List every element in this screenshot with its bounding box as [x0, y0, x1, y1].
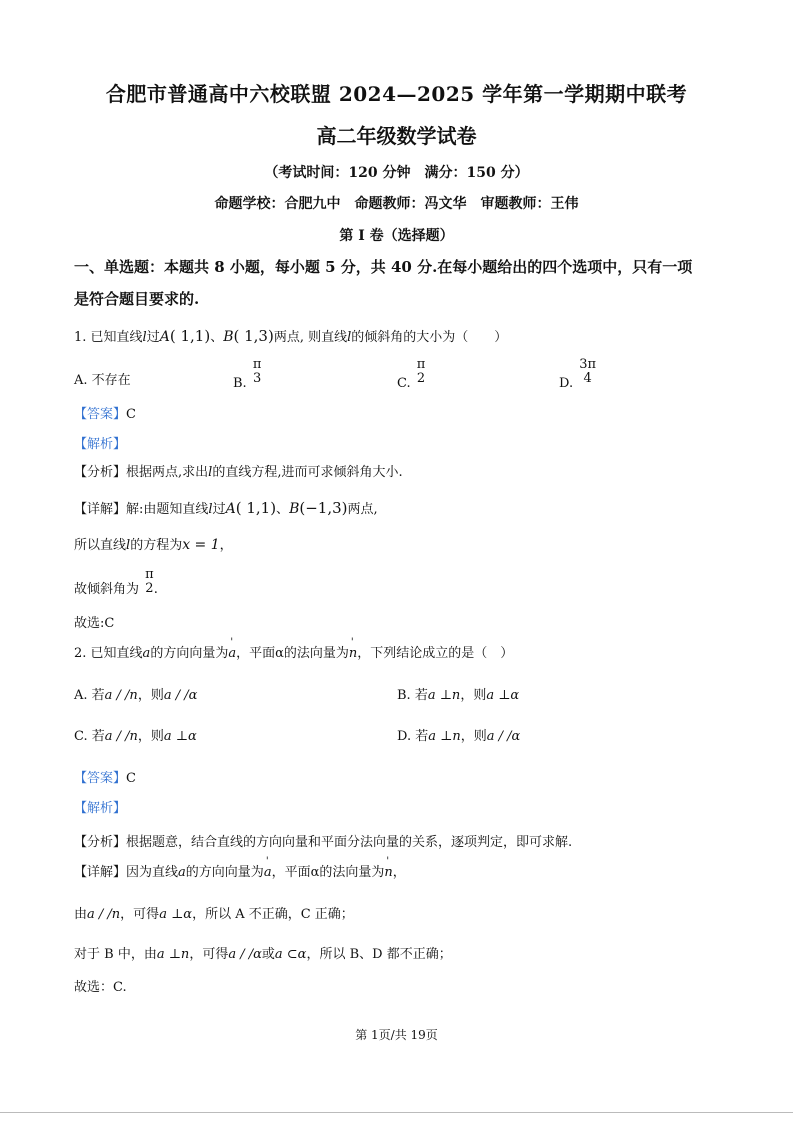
- q1-xiangjie-a: A: [225, 501, 236, 517]
- q1-xiangjie-b: B: [289, 501, 300, 517]
- q2-option-d-label: D. 若: [397, 729, 429, 744]
- q1-option-b-den: 3: [252, 370, 262, 386]
- q2-option-b[interactable]: [397, 684, 519, 703]
- q1-fenxi-text2: 的直线方程,进而可求倾斜角大小.: [212, 465, 403, 480]
- q1-xiangjie-text1: 解:由题知直线: [126, 502, 209, 517]
- q1-fenxi-l: l: [208, 465, 213, 480]
- q1-line-eq-pre: 所以直线: [74, 538, 127, 553]
- q1-angle-pre: 故倾斜角为: [74, 582, 140, 598]
- q2-a-vector: ' a: [228, 646, 236, 661]
- q1-option-c-label: C.: [397, 376, 411, 392]
- question-2: [74, 642, 513, 661]
- q2-option-a-then: ，则: [137, 688, 164, 703]
- q2-line2-mid: ，可得: [120, 907, 160, 922]
- q1-pass: 过: [146, 330, 160, 345]
- q1-xiangjie-text2: 过: [212, 502, 226, 517]
- q2-xj-nvec: ' n: [384, 865, 392, 880]
- q1-sep: 、: [210, 330, 224, 345]
- q2-xiangjie-tag: 【详解】: [74, 865, 127, 880]
- q2-option-d[interactable]: [397, 725, 520, 744]
- q1-option-d[interactable]: [559, 357, 597, 392]
- q2-xj-alpha: α: [310, 865, 320, 880]
- q2-line3-res: a / /α: [228, 947, 262, 962]
- q1-tail-2: 的倾斜角的大小为（ ）: [351, 330, 508, 345]
- q1-fenxi-tag: 【分析】: [74, 465, 127, 480]
- q2-xj-2: 的方向向量为: [185, 865, 264, 880]
- page-number: 第 1页/共 19页: [355, 1028, 438, 1042]
- q1-option-b[interactable]: [233, 357, 262, 392]
- q1-point-a: A: [159, 329, 170, 345]
- q1-line-equation: [74, 534, 233, 553]
- q1-prefix: 1. 已知直线: [74, 330, 143, 345]
- q1-option-b-num: π: [252, 357, 262, 372]
- q2-line2-post: ，所以 A 不正确，C 正确；: [192, 907, 354, 922]
- q1-xiangjie-b-coord: (−1,3): [299, 499, 348, 517]
- q2-option-d-rel: a ⊥n: [428, 729, 461, 744]
- q2-line3-post: ，所以 B、D 都不正确；: [306, 947, 452, 962]
- q1-point-b-coord: ( 1,3): [233, 327, 274, 345]
- q1-option-b-label: B.: [233, 376, 247, 392]
- q1-option-a-text: 不存在: [91, 373, 131, 388]
- q2-option-d-then: ，则: [460, 729, 487, 744]
- q1-line-eq: x = 1: [182, 537, 220, 553]
- q1-tail: 两点, 则直线: [273, 330, 348, 345]
- q1-option-c-den: 2: [416, 370, 426, 386]
- q2-option-b-label: B. 若: [397, 688, 428, 703]
- q2-xj-4: 的法向量为: [319, 865, 385, 880]
- q1-option-d-num: 3π: [579, 357, 597, 372]
- q1-option-a-label: A.: [74, 373, 88, 388]
- q1-angle-num: π: [145, 567, 154, 582]
- q2-prefix: 2. 已知直线: [74, 646, 143, 661]
- q1-option-d-den: 4: [583, 370, 592, 386]
- q2-option-a[interactable]: [74, 684, 197, 703]
- q1-option-a[interactable]: [74, 369, 131, 388]
- q1-line-symbol-2: l: [347, 330, 352, 345]
- q2-answer: [74, 767, 136, 786]
- q1-option-c-num: π: [416, 357, 426, 372]
- q1-analysis-tag: 【解析】: [74, 437, 127, 452]
- q1-option-c[interactable]: [397, 357, 426, 392]
- q1-fenxi-text1: 根据两点,求出: [126, 465, 209, 480]
- q1-answer: [74, 403, 136, 422]
- q2-tail: ，下列结论成立的是（ ）: [357, 646, 514, 661]
- q2-mid2: ，平面: [236, 646, 276, 661]
- q2-line3-or: 或: [261, 947, 275, 962]
- q2-line3-pre: 对于 B 中，由: [74, 947, 157, 962]
- q2-line2-res: a ⊥α: [159, 907, 193, 922]
- q2-mid3: 的法向量为: [283, 646, 349, 661]
- q2-xj-5: ，: [392, 865, 406, 880]
- q2-line3-mid: ，可得: [189, 947, 229, 962]
- q1-line-eq-l: l: [126, 538, 131, 553]
- q2-option-c[interactable]: [74, 725, 197, 744]
- q1-xiangjie-tail: 两点,: [347, 502, 378, 517]
- q2-xiangjie: [74, 861, 406, 880]
- q1-choose: 故选:C: [74, 616, 115, 631]
- q2-line2-rel: a / /n: [87, 907, 121, 922]
- part-heading: 第 I 卷（选择题）: [339, 228, 454, 244]
- q2-line2-pre: 由: [74, 907, 88, 922]
- q2-xj-avec: ' a: [264, 865, 272, 880]
- q2-choose: 故选：C.: [74, 980, 127, 995]
- q2-fenxi-text: 根据题意，结合直线的方向向量和平面分法向量的关系，逐项判定，即可求解.: [126, 835, 573, 850]
- q1-angle-fraction: [145, 568, 154, 595]
- exam-authors: 命题学校：合肥九中 命题教师：冯文华 审题教师：王伟: [214, 196, 579, 212]
- q1-xiangjie-a-coord: ( 1,1): [235, 499, 277, 517]
- q1-line-eq-post: ，: [219, 538, 233, 553]
- q1-option-d-label: D.: [559, 376, 574, 392]
- q2-mid1: 的方向向量为: [150, 646, 229, 661]
- q2-fenxi: [74, 831, 572, 850]
- q1-angle-den: 2: [145, 580, 154, 596]
- section-heading-line2: 是符合题目要求的.: [74, 290, 200, 308]
- page-title: 合肥市普通高中六校联盟 2024—2025 学年第一学期期中联考: [105, 82, 688, 106]
- q2-answer-tag: 【答案】: [74, 771, 127, 786]
- q1-xiangjie-l: l: [208, 502, 213, 517]
- q2-line2: [74, 903, 354, 922]
- exam-info: （考试时间：120 分钟 满分：150 分）: [264, 165, 529, 181]
- q1-angle: [74, 567, 158, 598]
- q2-option-c-rel: a / /n: [104, 729, 138, 744]
- q2-fenxi-tag: 【分析】: [74, 835, 127, 850]
- q1-answer-tag: 【答案】: [74, 407, 127, 422]
- q1-angle-post: .: [153, 582, 158, 598]
- q2-option-a-label: A. 若: [74, 688, 105, 703]
- q2-option-b-then: ，则: [460, 688, 487, 703]
- q1-point-b: B: [223, 329, 234, 345]
- q2-answer-value: C: [126, 771, 136, 786]
- q1-option-d-fraction: [579, 358, 596, 385]
- q2-option-c-label: C. 若: [74, 729, 105, 744]
- q2-xj-1: 因为直线: [126, 865, 179, 880]
- q2-line3: [74, 943, 452, 962]
- q2-n-vector: ' n: [349, 646, 357, 661]
- q1-line-eq-mid: 的方程为: [130, 538, 183, 553]
- section-heading-line1: 一、单选题：本题共 8 小题，每小题 5 分，共 40 分.在每小题给出的四个选项中，只有一项: [74, 258, 693, 276]
- q2-line3-rel: a ⊥n: [156, 947, 190, 962]
- q1-xiangjie-sep: 、: [276, 502, 290, 517]
- q1-option-c-fraction: [417, 358, 426, 385]
- q1-xiangjie-tag: 【详解】: [74, 502, 127, 517]
- q2-alpha: α: [275, 646, 284, 661]
- q2-a: a: [142, 646, 151, 661]
- q2-analysis: [74, 797, 126, 816]
- q2-option-d-res: a / /α: [486, 729, 521, 744]
- q1-answer-value: C: [126, 407, 136, 422]
- q2-option-c-then: ，则: [137, 729, 164, 744]
- q1-option-b-fraction: [253, 358, 262, 385]
- page-bottom-divider: [0, 1112, 793, 1113]
- page-subtitle: 高二年级数学试卷: [316, 124, 477, 148]
- q2-option-a-res: a / /α: [163, 688, 198, 703]
- q2-option-a-rel: a / /n: [104, 688, 138, 703]
- question-1: [74, 326, 507, 345]
- q2-xj-a: a: [178, 865, 186, 880]
- q1-fenxi: [74, 461, 403, 480]
- q2-option-b-res: a ⊥α: [486, 688, 520, 703]
- q2-xj-3: ，平面: [271, 865, 311, 880]
- q2-analysis-tag: 【解析】: [74, 801, 127, 816]
- q1-xiangjie: [74, 498, 378, 517]
- q2-option-b-rel: a ⊥n: [427, 688, 461, 703]
- q2-option-c-res: a ⊥α: [163, 729, 197, 744]
- q1-line-symbol: l: [142, 330, 147, 345]
- q1-point-a-coord: ( 1,1): [169, 327, 211, 345]
- q1-analysis: [74, 433, 126, 452]
- q2-line3-res2: a ⊂α: [274, 947, 307, 962]
